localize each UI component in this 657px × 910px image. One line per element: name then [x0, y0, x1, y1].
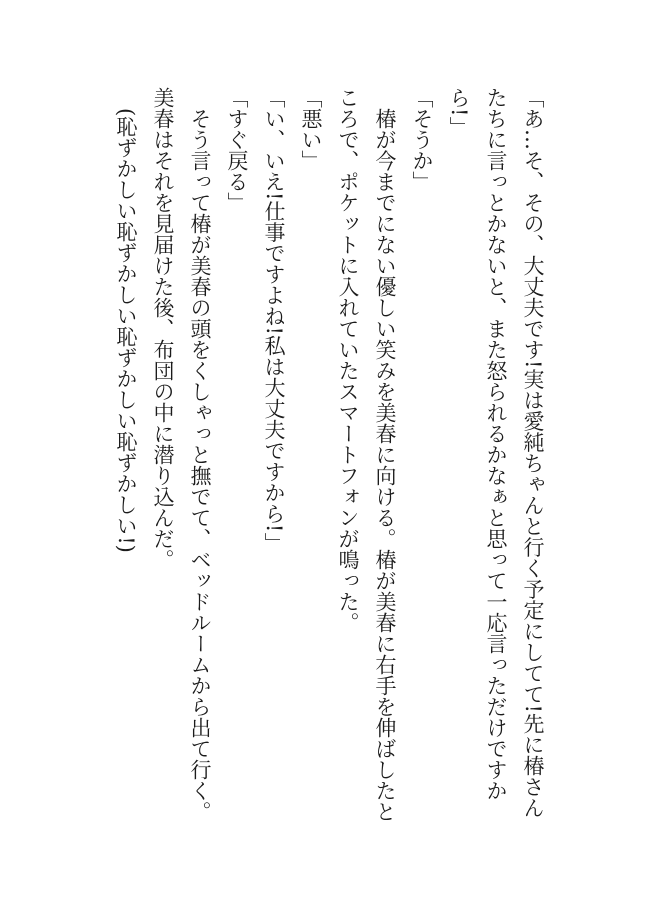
paragraph-dialogue: 「あ…そ、その、大丈夫です!実は愛純ちゃんと行く予定にしてて!先に椿さんたちに言っとかないと、また怒られるかなぁと思って一応言っただけですから!」: [447, 87, 545, 818]
paragraph-dialogue: 「悪い」: [299, 87, 323, 171]
paragraph-thought: (恥ずかしい恥ずかしい恥ずかしい恥ずかしい!): [114, 108, 138, 553]
paragraph-dialogue: 「い、いえ!仕事ですよね!私は大丈夫ですから!」: [262, 87, 286, 554]
paragraph-dialogue: 「そうか」: [410, 87, 434, 192]
paragraph-narration: そう言って椿が美春の頭をくしゃっと撫でて、ベッドルームから出て行く。: [188, 108, 212, 822]
paragraph-narration: 美春はそれを見届けた後、布団の中に潜り込んだ。: [151, 87, 175, 570]
vertical-text-block: [107, 87, 551, 822]
paragraph-dialogue: 「すぐ戻る」: [225, 87, 249, 213]
paragraph-narration: 椿が今までにない優しい笑みを美春に向ける。椿が美春に右手を伸ばしたところで、ポケットに入れていたスマートフォンが鳴った。: [336, 87, 397, 822]
